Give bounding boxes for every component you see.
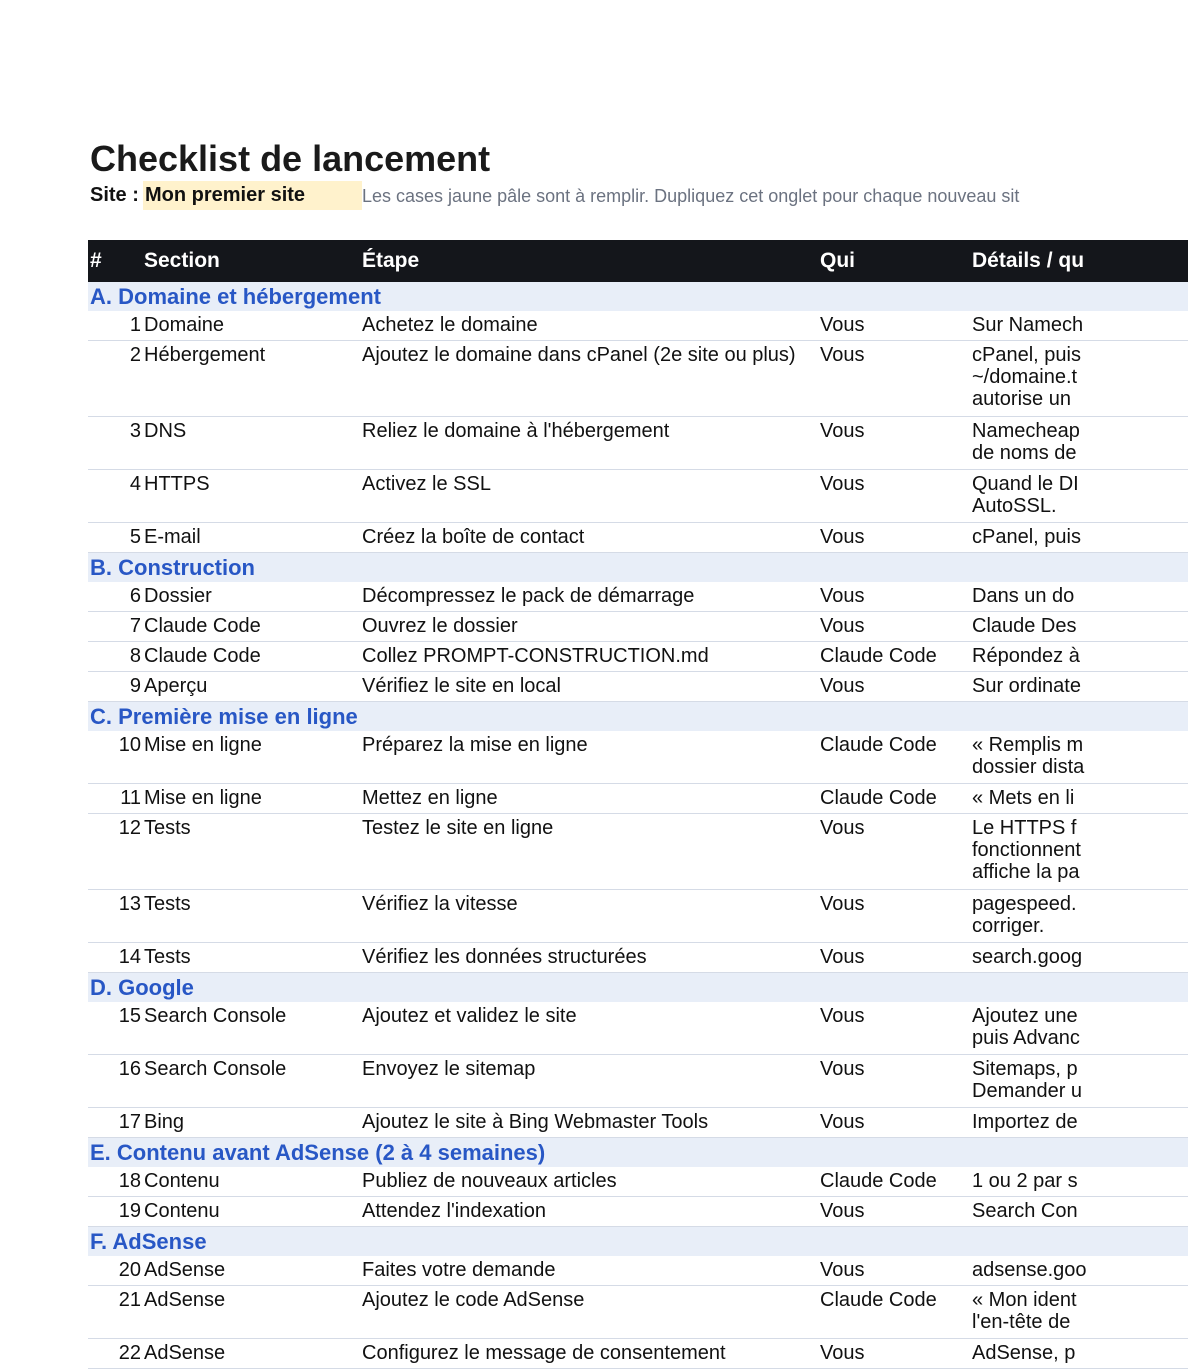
row-details bbox=[972, 645, 1080, 667]
row-number: 2 bbox=[129, 344, 141, 366]
row-details bbox=[972, 420, 1080, 464]
details-line: Répondez à bbox=[972, 645, 1080, 667]
table-row[interactable] bbox=[88, 612, 1188, 642]
row-number: 9 bbox=[129, 675, 141, 697]
row-owner: Vous bbox=[820, 526, 865, 548]
row-step: Vérifiez le site en local bbox=[362, 675, 561, 697]
row-number: 22 bbox=[118, 1342, 141, 1364]
details-line: cPanel, puis bbox=[972, 344, 1081, 366]
section-title: D. Google bbox=[90, 975, 194, 1000]
section-title: B. Construction bbox=[90, 555, 255, 580]
row-number: 13 bbox=[118, 893, 141, 915]
table-row[interactable] bbox=[88, 731, 1188, 784]
row-step: Ajoutez le domaine dans cPanel (2e site ou plus) bbox=[362, 344, 796, 366]
row-step: Faites votre demande bbox=[362, 1259, 556, 1281]
row-details bbox=[972, 1200, 1078, 1222]
row-owner: Claude Code bbox=[820, 1289, 937, 1311]
details-line: fonctionnent bbox=[972, 839, 1081, 861]
page-title: Checklist de lancement bbox=[90, 138, 491, 179]
row-step: Créez la boîte de contact bbox=[362, 526, 585, 548]
row-step: Publiez de nouveaux articles bbox=[362, 1170, 617, 1192]
row-section: Hébergement bbox=[144, 344, 266, 366]
column-header-step: Étape bbox=[362, 249, 420, 272]
row-details bbox=[972, 675, 1081, 697]
row-step: Préparez la mise en ligne bbox=[362, 734, 588, 756]
table-row[interactable] bbox=[88, 642, 1188, 672]
row-details bbox=[972, 1111, 1078, 1133]
row-number: 7 bbox=[129, 615, 141, 637]
table-row[interactable] bbox=[88, 1002, 1188, 1055]
row-owner: Claude Code bbox=[820, 1170, 937, 1192]
site-name-input[interactable]: Mon premier site bbox=[143, 181, 362, 210]
table-row[interactable] bbox=[88, 1167, 1188, 1197]
row-details bbox=[972, 1289, 1077, 1333]
row-details bbox=[972, 473, 1079, 517]
row-details bbox=[972, 585, 1074, 607]
row-number: 14 bbox=[118, 946, 141, 968]
row-owner: Vous bbox=[820, 585, 865, 607]
section-header bbox=[88, 702, 1188, 731]
row-step: Vérifiez les données structurées bbox=[362, 946, 647, 968]
row-number: 8 bbox=[129, 645, 141, 667]
row-owner: Vous bbox=[820, 420, 865, 442]
table-body bbox=[88, 282, 1188, 1369]
section-header bbox=[88, 1138, 1188, 1167]
row-section: Contenu bbox=[144, 1200, 220, 1222]
row-owner: Vous bbox=[820, 1005, 865, 1027]
row-section: Mise en ligne bbox=[144, 734, 262, 756]
details-line: de noms de bbox=[972, 442, 1077, 464]
row-step: Attendez l'indexation bbox=[362, 1200, 546, 1222]
details-line: puis Advanc bbox=[972, 1027, 1080, 1049]
details-line: 1 ou 2 par s bbox=[972, 1170, 1078, 1192]
row-details bbox=[972, 1342, 1075, 1364]
details-line: affiche la pa bbox=[972, 861, 1080, 883]
row-owner: Vous bbox=[820, 615, 865, 637]
table-row[interactable] bbox=[88, 417, 1188, 470]
details-line: AdSense, p bbox=[972, 1342, 1076, 1364]
row-number: 10 bbox=[118, 734, 141, 756]
site-label: Site : bbox=[90, 184, 139, 206]
row-section: Claude Code bbox=[144, 645, 261, 667]
row-owner: Vous bbox=[820, 946, 865, 968]
row-section: AdSense bbox=[144, 1259, 226, 1281]
details-line: Claude Des bbox=[972, 615, 1077, 637]
section-header bbox=[88, 553, 1188, 582]
row-step: Ouvrez le dossier bbox=[362, 615, 518, 637]
table-row[interactable] bbox=[88, 470, 1188, 523]
row-step: Activez le SSL bbox=[362, 473, 491, 495]
row-details bbox=[972, 1259, 1087, 1281]
row-number: 1 bbox=[129, 314, 141, 336]
row-number: 17 bbox=[118, 1111, 141, 1133]
table-row[interactable] bbox=[88, 672, 1188, 702]
row-step: Ajoutez et validez le site bbox=[362, 1005, 577, 1027]
row-section: Claude Code bbox=[144, 615, 261, 637]
row-details bbox=[972, 787, 1074, 809]
table-row[interactable] bbox=[88, 311, 1188, 341]
table-row[interactable] bbox=[88, 523, 1188, 553]
table-row[interactable] bbox=[88, 814, 1188, 890]
details-line: cPanel, puis bbox=[972, 526, 1081, 548]
row-owner: Vous bbox=[820, 817, 865, 839]
details-line: autorise un bbox=[972, 388, 1071, 410]
row-details bbox=[972, 1170, 1078, 1192]
row-details bbox=[972, 1058, 1082, 1102]
row-section: AdSense bbox=[144, 1289, 226, 1311]
row-details bbox=[972, 946, 1082, 968]
row-section: Tests bbox=[144, 893, 191, 915]
row-number: 16 bbox=[118, 1058, 141, 1080]
details-line: « Mets en li bbox=[972, 787, 1075, 809]
instructions-note: Les cases jaune pâle sont à remplir. Dupliquez cet onglet pour chaque nouveau sit bbox=[362, 186, 1020, 206]
row-step: Envoyez le sitemap bbox=[362, 1058, 536, 1080]
row-owner: Claude Code bbox=[820, 787, 937, 809]
row-owner: Vous bbox=[820, 314, 865, 336]
row-section: Tests bbox=[144, 817, 191, 839]
row-owner: Vous bbox=[820, 473, 865, 495]
details-line: dossier dista bbox=[972, 756, 1085, 778]
section-title: F. AdSense bbox=[90, 1229, 207, 1254]
row-section: Tests bbox=[144, 946, 191, 968]
row-number: 18 bbox=[118, 1170, 141, 1192]
row-owner: Claude Code bbox=[820, 645, 937, 667]
row-step: Configurez le message de consentement bbox=[362, 1342, 726, 1364]
details-line: ~/domaine.t bbox=[972, 366, 1078, 388]
table-row[interactable] bbox=[88, 1256, 1188, 1286]
table-row[interactable] bbox=[88, 784, 1188, 814]
row-section: Dossier bbox=[144, 585, 212, 607]
details-line: l'en-tête de bbox=[972, 1311, 1071, 1333]
section-header bbox=[88, 1227, 1188, 1256]
details-line: pagespeed. bbox=[972, 893, 1077, 915]
table-row[interactable] bbox=[88, 1339, 1188, 1369]
row-section: Bing bbox=[144, 1111, 185, 1133]
row-step: Vérifiez la vitesse bbox=[362, 893, 518, 915]
row-section: Search Console bbox=[144, 1005, 287, 1027]
row-details bbox=[972, 344, 1081, 410]
table-row[interactable] bbox=[88, 890, 1188, 943]
row-step: Mettez en ligne bbox=[362, 787, 498, 809]
row-step: Testez le site en ligne bbox=[362, 817, 554, 839]
row-owner: Vous bbox=[820, 1111, 865, 1133]
row-number: 15 bbox=[118, 1005, 141, 1027]
row-owner: Vous bbox=[820, 893, 865, 915]
table-row[interactable] bbox=[88, 943, 1188, 973]
row-step: Décompressez le pack de démarrage bbox=[362, 585, 695, 607]
row-owner: Vous bbox=[820, 1259, 865, 1281]
row-details bbox=[972, 893, 1077, 937]
section-title: A. Domaine et hébergement bbox=[90, 284, 381, 309]
details-line: corriger. bbox=[972, 915, 1045, 937]
row-number: 21 bbox=[118, 1289, 141, 1311]
row-section: AdSense bbox=[144, 1342, 226, 1364]
details-line: Importez de bbox=[972, 1111, 1078, 1133]
row-number: 12 bbox=[118, 817, 141, 839]
row-owner: Claude Code bbox=[820, 734, 937, 756]
table-row[interactable] bbox=[88, 582, 1188, 612]
row-details bbox=[972, 734, 1084, 778]
table-row[interactable] bbox=[88, 1108, 1188, 1138]
details-line: Le HTTPS f bbox=[972, 817, 1077, 839]
row-step: Collez PROMPT-CONSTRUCTION.md bbox=[362, 645, 709, 667]
details-line: Search Con bbox=[972, 1200, 1078, 1222]
row-section: Mise en ligne bbox=[144, 787, 262, 809]
table-header bbox=[88, 240, 1188, 282]
details-line: Quand le DI bbox=[972, 473, 1079, 495]
details-line: Sur Namech bbox=[972, 314, 1084, 336]
row-details bbox=[972, 1005, 1080, 1049]
table-row[interactable] bbox=[88, 1055, 1188, 1108]
table-row[interactable] bbox=[88, 341, 1188, 417]
details-line: Demander u bbox=[972, 1080, 1083, 1102]
row-details bbox=[972, 615, 1077, 637]
column-header-who: Qui bbox=[820, 249, 855, 272]
column-header-section: Section bbox=[144, 249, 220, 272]
details-line: Namecheap bbox=[972, 420, 1080, 442]
details-line: Ajoutez une bbox=[972, 1005, 1078, 1027]
row-number: 11 bbox=[120, 787, 141, 809]
details-line: AutoSSL. bbox=[972, 495, 1057, 517]
row-section: DNS bbox=[144, 420, 187, 442]
column-header-number: # bbox=[90, 249, 102, 272]
row-number: 4 bbox=[129, 473, 141, 495]
row-number: 20 bbox=[118, 1259, 141, 1281]
row-number: 5 bbox=[129, 526, 141, 548]
details-line: Sur ordinate bbox=[972, 675, 1081, 697]
row-step: Ajoutez le site à Bing Webmaster Tools bbox=[362, 1111, 709, 1133]
row-step: Achetez le domaine bbox=[362, 314, 538, 336]
row-owner: Vous bbox=[820, 1200, 865, 1222]
details-line: adsense.goo bbox=[972, 1259, 1087, 1281]
row-owner: Vous bbox=[820, 344, 865, 366]
row-section: Aperçu bbox=[144, 675, 208, 697]
details-line: « Remplis m bbox=[972, 734, 1084, 756]
section-header bbox=[88, 282, 1188, 311]
site-row bbox=[90, 181, 1080, 211]
row-step: Ajoutez le code AdSense bbox=[362, 1289, 585, 1311]
row-section: HTTPS bbox=[144, 473, 210, 495]
row-number: 6 bbox=[129, 585, 141, 607]
details-line: search.goog bbox=[972, 946, 1083, 968]
row-owner: Vous bbox=[820, 1058, 865, 1080]
row-step: Reliez le domaine à l'hébergement bbox=[362, 420, 670, 442]
section-header bbox=[88, 973, 1188, 1002]
row-details bbox=[972, 526, 1081, 548]
row-section: E-mail bbox=[144, 526, 201, 548]
column-header-details: Détails / qu bbox=[972, 249, 1085, 272]
section-title: E. Contenu avant AdSense (2 à 4 semaines) bbox=[90, 1140, 546, 1165]
details-line: « Mon ident bbox=[972, 1289, 1077, 1311]
row-section: Search Console bbox=[144, 1058, 287, 1080]
row-owner: Vous bbox=[820, 675, 865, 697]
row-details bbox=[972, 314, 1083, 336]
table-row[interactable] bbox=[88, 1286, 1188, 1339]
table-row[interactable] bbox=[88, 1197, 1188, 1227]
row-number: 3 bbox=[129, 420, 141, 442]
row-number: 19 bbox=[118, 1200, 141, 1222]
details-line: Dans un do bbox=[972, 585, 1075, 607]
row-owner: Vous bbox=[820, 1342, 865, 1364]
section-title: C. Première mise en ligne bbox=[90, 704, 358, 729]
row-details bbox=[972, 817, 1081, 883]
checklist-table bbox=[88, 240, 1188, 1369]
row-section: Contenu bbox=[144, 1170, 220, 1192]
row-section: Domaine bbox=[144, 314, 225, 336]
details-line: Sitemaps, p bbox=[972, 1058, 1078, 1080]
